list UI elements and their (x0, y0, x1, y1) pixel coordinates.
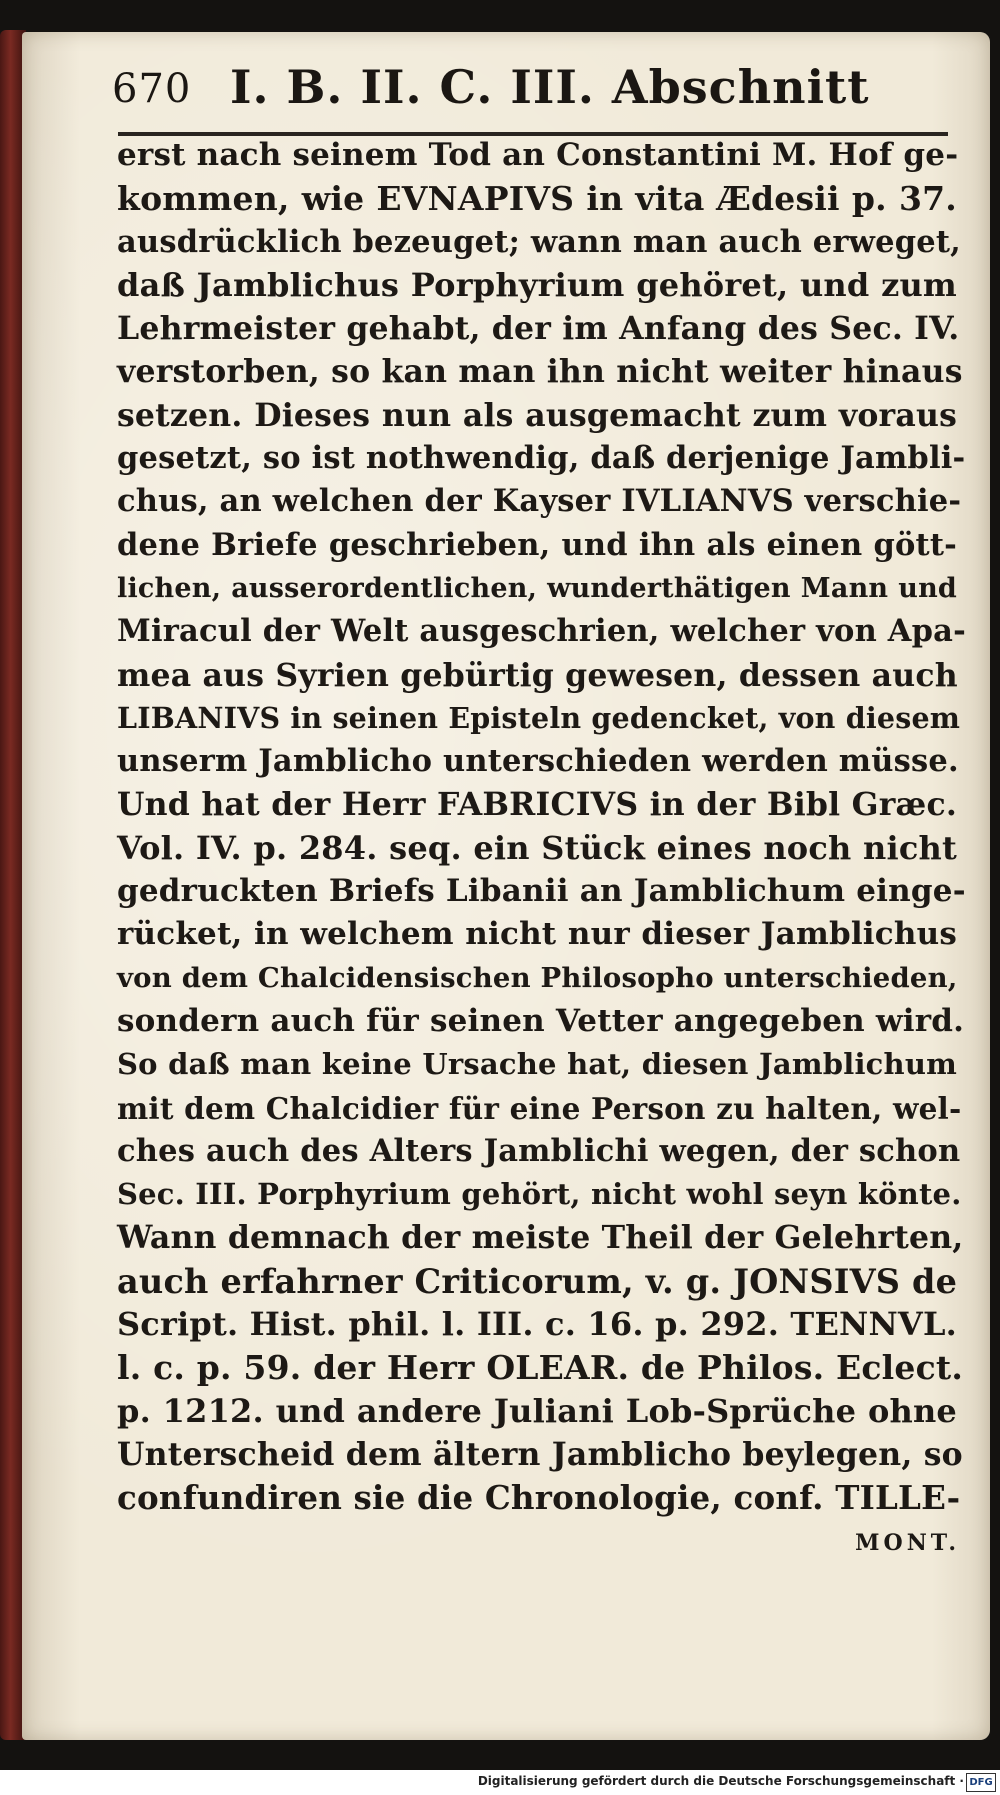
text-line: rücket, in welchem nicht nur dieser Jamblichus (117, 916, 957, 953)
text-line: Und hat der Herr FABRICIVS in der Bibl Græc. (117, 786, 957, 824)
text-line: setzen. Dieses nun als ausgemacht zum voraus (117, 396, 957, 434)
text-line: LIBANIVS in seinen Episteln gedencket, von diesem (117, 700, 961, 735)
text-line: gesetzt, so ist nothwendig, daß derjenige Jambli- (117, 440, 966, 477)
text-line: auch erfahrner Criticorum, v. g. JONSIVS de (117, 1261, 958, 1301)
digitization-credit: Digitalisierung gefördert durch die Deutsche Forschungsgemeinschaft · (477, 1774, 964, 1788)
running-head: I. B. II. C. III. Abschnitt (230, 60, 870, 114)
text-line: mit dem Chalcidier für eine Person zu halten, wel- (117, 1090, 962, 1126)
text-line: erst nach seinem Tod an Constantini M. Hof ge- (117, 137, 959, 173)
text-line: chus, an welchen der Kayser IVLIANVS verschie- (117, 483, 962, 520)
text-line: Sec. III. Porphyrium gehört, nicht wohl seyn könte. (117, 1177, 962, 1212)
text-line: Unterscheid dem ältern Jamblicho beylegen, so (117, 1435, 963, 1473)
text-line: dene Briefe geschrieben, und ihn als einen gött- (117, 526, 957, 563)
text-line: unserm Jamblicho unterschieden werden müsse. (117, 743, 959, 780)
body-text (117, 134, 966, 1520)
text-line: Script. Hist. phil. l. III. c. 16. p. 292. TENNVL. (117, 1305, 957, 1344)
text-line: So daß man keine Ursache hat, diesen Jamblichum (117, 1047, 957, 1082)
text-line: l. c. p. 59. der Herr OLEAR. de Philos. Eclect. (117, 1348, 964, 1388)
text-line: sondern auch für seinen Vetter angegeben wird. (117, 1002, 965, 1039)
text-line: gedruckten Briefs Libanii an Jamblichum einge- (117, 873, 966, 910)
text-line: daß Jamblichus Porphyrium gehöret, und zum (117, 265, 957, 304)
text-line: confundiren sie die Chronologie, conf. TILLE- (117, 1478, 961, 1518)
text-line: von dem Chalcidensischen Philosopho unterschieden, (117, 961, 958, 994)
page-header (112, 60, 870, 130)
text-line: Miracul der Welt ausgeschrien, welcher von Apa- (117, 613, 966, 650)
text-line: lichen, ausserordentlichen, wunderthätigen Mann und (117, 572, 957, 604)
credit-bar (0, 1770, 1000, 1795)
catchword: MONT. (855, 1530, 960, 1556)
text-line: Lehrmeister gehabt, der im Anfang des Sec. IV. (117, 310, 960, 348)
text-line: verstorben, so kan man ihn nicht weiter hinaus (117, 353, 963, 391)
text-line: ausdrücklich bezeuget; wann man auch erweget, (117, 223, 961, 260)
text-line: p. 1212. und andere Juliani Lob-Sprüche ohne (117, 1391, 957, 1430)
text-line: Wann demnach der meiste Theil der Gelehrten, (117, 1219, 964, 1257)
text-line: kommen, wie EVNAPIVS in vita Ædesii p. 37. (117, 179, 957, 219)
text-line: Vol. IV. p. 284. seq. ein Stück eines noch nicht (117, 828, 957, 867)
text-line: ches auch des Alters Jamblichi wegen, der schon (117, 1132, 961, 1169)
text-line: mea aus Syrien gebürtig gewesen, dessen auch (117, 656, 958, 694)
dfg-logo: DFG (966, 1773, 996, 1792)
page-number: 670 (112, 66, 192, 112)
